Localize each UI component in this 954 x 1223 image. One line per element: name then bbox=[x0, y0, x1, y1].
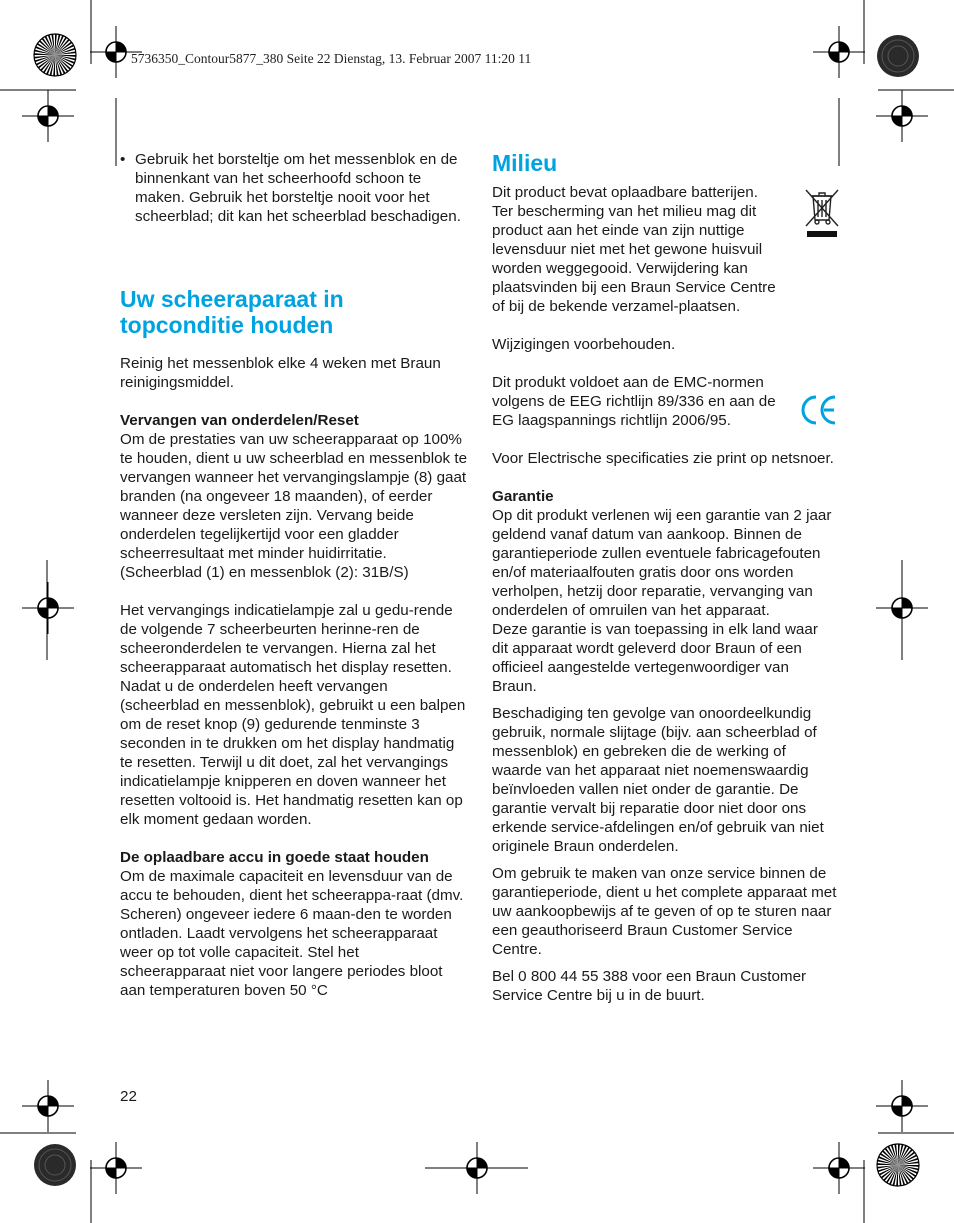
bullet-text: Gebruik het borsteltje om het messenblok en de binnenkant van het scheerhoofd schoon te maken. Gebruik het borsteltje nooit voor het scheerblad; dit kan het scheerblad beschadigen. bbox=[135, 151, 461, 225]
starburst-target-icon bbox=[877, 1144, 919, 1186]
section-heading-milieu: Milieu bbox=[492, 150, 558, 176]
reset-paragraph-1: Om de prestaties van uw scheerapparaat op 100% te houden, dient u uw scheerblad en messenblok te vervangen wanneer het vervangingslampje (8) gaat branden (na ongeveer 18 maanden), of eerder wanneer deze versleten zijn. Vervang beide onderdelen tegelijkertijd voor een gladder scheerresultaat met minder huidirritatie. bbox=[120, 431, 468, 562]
print-slug: 5736350_Contour5877_380 Seite 22 Dienstag, 13. Februar 2007 11:20 11 bbox=[131, 51, 532, 66]
accu-paragraph: Om de maximale capaciteit en levensduur van de accu te behouden, dient het scheerappa-raat (dmv. Scheren) ongeveer iedere 6 maan-den te worden ontladen. Laadt vervolgens het scheerapparaat weer op tot volle capaciteit. Stel het scheerapparaat niet voor langere periodes bloot aan temperaturen boven 50 °C bbox=[120, 868, 464, 999]
spec-paragraph: Voor Electrische specificaties zie print op netsnoer. bbox=[492, 450, 834, 467]
list-item bbox=[120, 150, 468, 226]
subheading-accu: De oplaadbare accu in goede staat houden bbox=[120, 849, 429, 866]
intro-paragraph: Reinig het messenblok elke 4 weken met Braun reinigingsmiddel. bbox=[120, 355, 441, 391]
heading-line-1: Uw scheeraparaat in bbox=[120, 286, 344, 312]
reset-paragraph-4: Nadat u de onderdelen heeft vervangen (scheerblad en messenblok), gebruikt u een balpen om de reset knop (9) gedurende tenminste 3 seconden in te drukken om het display handmatig te resetten. Terwijl u dit doet, zal het vervangings indicatielampje knipperen en doven wanneer het resetten voltooid is. Het handmatig resetten kan op elk moment gedaan worden. bbox=[120, 678, 466, 828]
garantie-paragraph-1: Op dit produkt verlenen wij een garantie van 2 jaar geldend vanaf datum van aankoop. Binnen de garantieperiode zullen eventuele fabricagefouten en/of materiaalfouten gratis door ons worden verholpen, hetzij door reparatie, vervanging van onderdelen of omruilen van het apparaat. bbox=[492, 507, 832, 619]
right-column bbox=[492, 150, 837, 1005]
bullet-symbol: • bbox=[120, 151, 126, 168]
subheading-reset: Vervangen van onderdelen/Reset bbox=[120, 412, 359, 429]
garantie-paragraph-4: Om gebruik te maken van onze service binnen de garantieperiode, dient u het complete apparaat met uw aankoopbewijs af te geven of op te sturen naar een geauthoriseerd Braun Customer Service Centre. bbox=[492, 865, 837, 958]
emc-paragraph: Dit produkt voldoet aan de EMC-normen volgens de EEG richtlijn 89/336 en aan de EG laagspannings richtlijn 2006/95. bbox=[492, 374, 776, 429]
changes-reserved: Wijzigingen voorbehouden. bbox=[492, 336, 676, 353]
section-heading-maintenance bbox=[120, 286, 468, 338]
garantie-paragraph-2: Deze garantie is van toepassing in elk land waar dit apparaat wordt geleverd door Braun of een officieel aangestelde vertegenwoordiger van Braun. bbox=[492, 621, 818, 695]
crossed-out-bin-icon bbox=[803, 186, 841, 238]
reset-paragraph-3: Het vervangings indicatielampje zal u gedu-rende de volgende 7 scheerbeurten herinne-ren de scheeronderdelen te vervangen. Hierna zal het scheerapparaat automatisch het display resetten. bbox=[120, 602, 453, 676]
left-column bbox=[120, 150, 468, 1000]
reset-paragraph-2: (Scheerblad (1) en messenblok (2): 31B/S) bbox=[120, 564, 409, 581]
ce-mark-icon bbox=[799, 392, 839, 428]
subheading-garantie: Garantie bbox=[492, 488, 554, 505]
garantie-paragraph-3: Beschadiging ten gevolge van onoordeelkundig gebruik, normale slijtage (bijv. aan scheerblad of messenblok) en gebreken die de werking of waarde van het apparaat niet noemenswaardig beïnvloeden vallen niet onder de garantie. De garantie vervalt bij reparatie door niet door ons erkende service-afdelingen en/of gebruik van niet originele Braun onderdelen. bbox=[492, 705, 824, 855]
heading-line-2: topconditie houden bbox=[120, 312, 334, 338]
garantie-paragraph-5: Bel 0 800 44 55 388 voor een Braun Customer Service Centre bij u in de buurt. bbox=[492, 968, 807, 1004]
milieu-paragraph: Dit product bevat oplaadbare batterijen. Ter bescherming van het milieu mag dit product aan het einde van zijn nuttige levensduur niet met het gewone huisvuil worden weggegooid. Verwijdering kan plaatsvinden bij een Braun Service Centre of bij de bekende verzamel-plaatsen. bbox=[492, 184, 776, 315]
page-number: 22 bbox=[120, 1088, 137, 1105]
starburst-target-icon bbox=[34, 34, 76, 76]
